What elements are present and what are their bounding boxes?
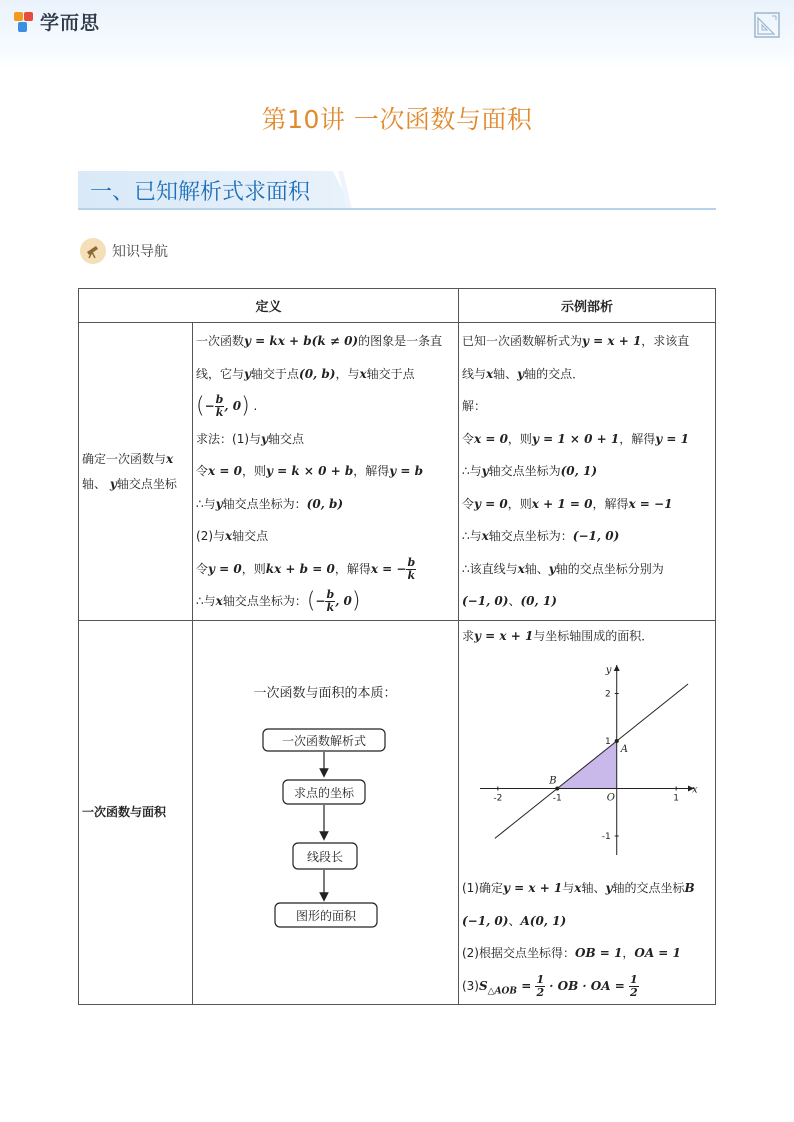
nav-label: 知识导航 <box>112 244 168 260</box>
y-tick-label: -1 <box>601 832 611 842</box>
point-a-label: A <box>620 744 628 755</box>
section-divider <box>78 208 716 210</box>
flow-text-2: 求点的坐标 <box>294 786 355 800</box>
row2-example: 求y = x + 1与坐标轴围成的面积． x y -2 -1 1 2 1 -1 A B O (1)确定y = x + 1与x轴、y轴的交点坐标B (−1, 0)、A(0, 1) (2)根据交点坐标得：OB = 1，OA = 1 $(3)S_{\triangle AOB}$ = $\frac{1}{2}$ · OB · OA = $\frac{1}{2}$ <box>458 621 715 1005</box>
point-a-dot <box>615 739 619 743</box>
point-b-dot <box>555 787 559 791</box>
x-tick-label: -2 <box>493 793 503 804</box>
flow-text-3: 线段长 <box>307 850 344 864</box>
x-tick-label: 1 <box>673 793 680 804</box>
function-line <box>495 684 688 838</box>
x-tick-label: -1 <box>552 793 562 804</box>
y-axis-label: y <box>605 665 612 676</box>
header-definition: 定义 <box>79 289 459 323</box>
ruler-icon <box>754 12 780 38</box>
knowledge-nav <box>80 238 168 264</box>
row1-example: 已知一次函数解析式为y = x + 1，求该直 线与x轴、y轴的交点． 解： 令x = 0，则y = 1 × 0 + 1，解得y = 1 ∴与y轴交点坐标为(0, 1) 令y = 0，则x + 1 = 0，解得x = −1 ∴与x轴交点坐标为：(−1, 0) ∴该直线与x轴、y轴的交点坐标分别为 (−1, 0)、(0, 1) <box>458 323 715 621</box>
row2-label: 一次函数与面积 <box>79 621 193 1005</box>
row2-definition <box>193 621 459 1005</box>
table-header-row <box>79 289 716 323</box>
flowchart <box>193 621 457 1003</box>
x-axis-label: x <box>691 784 698 796</box>
logo-text: 学而思 <box>40 12 101 34</box>
essence-title: 一次函数与面积的本质： <box>253 686 397 701</box>
table-row <box>79 621 716 1005</box>
flowchart-svg <box>193 621 457 1001</box>
flow-text-1: 一次函数解析式 <box>282 734 367 748</box>
y-tick-label: 1 <box>604 737 611 747</box>
row1-definition: 一次函数y = kx + b(k ≠ 0)的图象是一条直 线，它与y轴交于点(0, b)，与x轴交于点 (− $\frac{b}{k}$ , 0) . 求法：(1)与y轴交点 令x = 0，则y = k × 0 + b，解得y = b ∴与y轴交点坐标为：(0, b) (2)与x轴交点 令y = 0，则kx + b = 0，解得x = − $\frac{b}{k}$ ∴与x轴交点坐标为：(− $\frac{b}{k}$ , 0) <box>193 323 459 621</box>
telescope-icon <box>80 238 106 264</box>
logo <box>14 8 100 35</box>
y-axis-arrow <box>614 665 620 671</box>
origin-label: O <box>606 792 615 804</box>
logo-icon <box>14 10 36 34</box>
top-banner <box>0 0 794 70</box>
flow-text-4: 图形的面积 <box>296 909 357 923</box>
section-title: 一、已知解析式求面积 <box>90 180 311 205</box>
coordinate-graph <box>462 651 712 869</box>
knowledge-table <box>78 288 716 1005</box>
point-b-label: B <box>549 775 557 787</box>
row1-label: 确定一次函数与x 轴、 y轴交点坐标 <box>79 323 193 621</box>
y-tick-label: 2 <box>604 689 611 700</box>
table-row <box>79 323 716 621</box>
page-title: 第10讲 一次函数与面积 <box>261 105 533 134</box>
header-example: 示例部析 <box>458 289 715 323</box>
